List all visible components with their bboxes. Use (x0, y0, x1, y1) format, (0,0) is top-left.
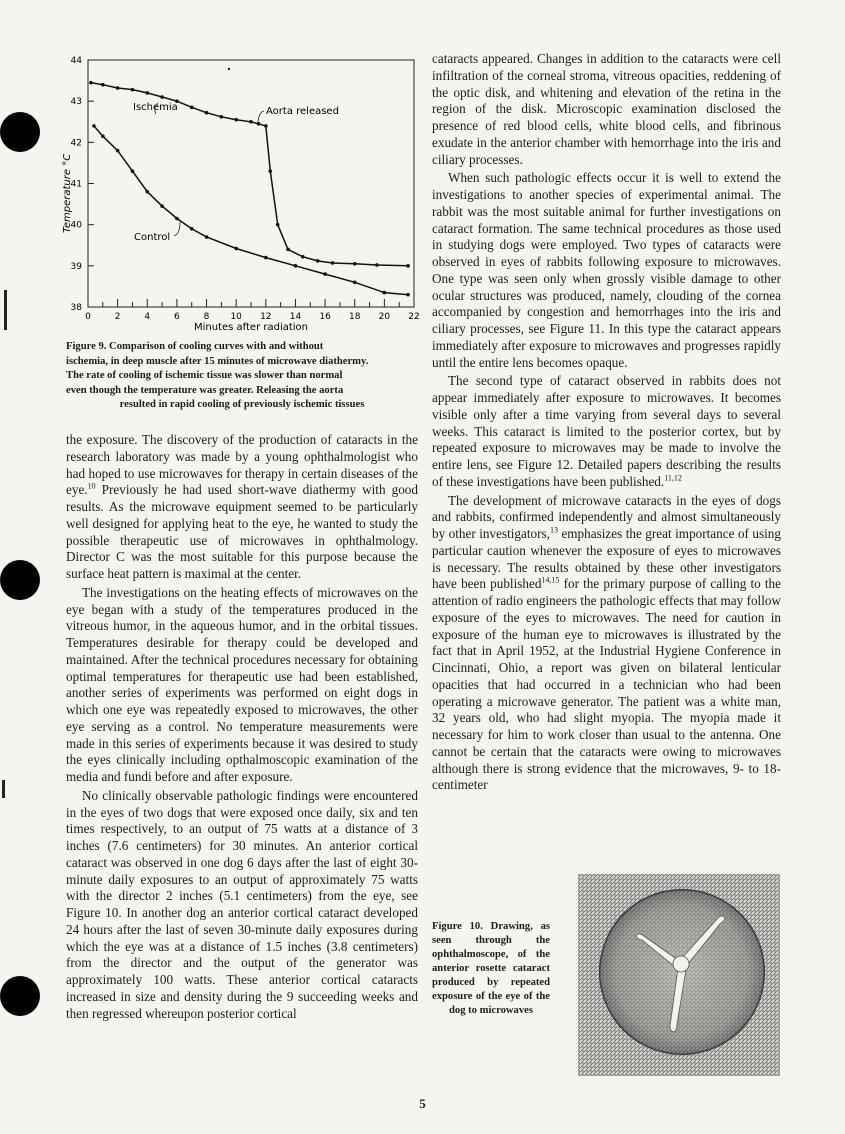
ischemia-point (264, 124, 268, 128)
y-tick-label: 41 (70, 179, 82, 190)
paragraph (432, 493, 781, 795)
x-tick-label: 8 (203, 312, 210, 322)
x-tick-label: 22 (408, 312, 420, 322)
ischemia-point (249, 120, 253, 124)
x-axis-label: Minutes after radiation (193, 322, 309, 333)
scan-speck (228, 68, 230, 70)
paragraph: When such pathologic effects occur it is well to extend the investigations to another species of experimental animal. The rabbit was the most suitable animal for further investigations on cataract formation. The same technical procedures as those used in studying dogs were employed. Two types of cataracts were observed in eyes of rabbits following exposure to microwaves. One type was seen only when grossly visible damage to other ocular structures was produced, namely, clouding of the cornea accompanied by congestion and hemorrhages into the iris and ciliary processes, see Figure 11. In this type the cataract appears immediately after exposure to microwaves and progresses rapidly until the entire lens becomes opaque. (432, 170, 781, 370)
page-number: 5 (419, 1096, 426, 1111)
control-series-line (94, 126, 408, 295)
figure-10-caption: Figure 10. Drawing, as seen through the ophthalmoscope, of the anterior rosette cataract produced by repeated exposure of the eye of the dog to microwaves (432, 921, 550, 1016)
paragraph (66, 432, 418, 583)
paragraph-text: the exposure. The discovery of the production of cataracts in the research laboratory was made by a young ophthalmologist who had hoped to use microwaves for therapy in certain diseases of the eye. (66, 432, 418, 498)
paragraph-text: The second type of cataract observed in rabbits does not appear immediately after exposure to microwaves. It becomes visible only after a time varying from several days to several weeks. This cataract is limited to the posterior cortex, but by repeated exposure to microwaves may be made to involve the entire lens, see Figure 12. Detailed papers describing the results of these investigations have been published. (432, 373, 781, 489)
ischemia-label: Ischemia (133, 102, 178, 113)
reference-mark: 10 (87, 481, 96, 491)
ischemia-point (286, 248, 290, 252)
punch-hole-top (0, 112, 40, 152)
x-tick-label: 16 (319, 312, 331, 322)
punch-hole-middle (0, 560, 40, 600)
aorta-released-label: Aorta released (266, 106, 339, 117)
paragraph-text: emphasizes the great importance of using particular caution whenever the exposure of eyes to microwaves is necessary. The results obtained by these other investigators have been published (432, 526, 781, 592)
control-point (175, 217, 179, 221)
x-tick-label: 4 (144, 312, 151, 322)
control-point (131, 169, 135, 173)
ischemia-point (131, 88, 135, 92)
ischemia-point (234, 118, 238, 122)
paragraph-text: for the primary purpose of calling to the attention of radio engineers the pathologic effects that may follow exposure of the eyes to microwaves. The need for caution in exposure of the human eye to microwaves is illustrated by the fact that in April 1952, at the Industrial Hygiene Conference in Cincinnati, Ohio, a report was given on bilateral lenticular opacities that had occurred in a technician who had been operating a microwave generator. The patient was a white man, 32 years old, who had slight myopia. The myopia made it necessary for him to work closer than usual to the antenna. One cannot be certain that the cataracts were owing to microwaves although there is strong evidence that the microwaves, 9- to 18- centimeter (432, 576, 781, 793)
paragraph (432, 373, 781, 490)
ischemia-point (116, 86, 120, 90)
x-tick-label: 14 (289, 312, 302, 322)
ischemia-point (101, 83, 105, 87)
paragraph: No clinically observable pathologic findings were encountered in the eyes of two dogs that were exposed once daily, six and ten times respectively, to an output of 75 watts at a distance of 3 inches (7.6 centimeters) for 30 minutes. An anterior cortical cataract was observed in one dog 6 days after the last of eight 30-minute daily exposures to an output of approximately 75 watts with the director 2 inches (5.1 centimeters) from the eye, see Figure 10. In another dog an anterior cortical cataract developed 24 hours after the last of seven 30-minute daily exposures during which the eye was at a distance of 1.5 inches (3.8 centimeters) from the director and the output of the generator was approximately 100 watts. These anterior cortical cataracts increased in size and density during the 9 succeeding weeks and then regressed whereupon posterior cortical (66, 787, 418, 1021)
control-point (234, 247, 238, 251)
control-point (264, 256, 268, 260)
control-point (406, 293, 410, 297)
ischemia-point (257, 122, 261, 126)
scan-mark (2, 780, 5, 798)
figure-10-cataract-drawing (578, 874, 780, 1076)
figure-9-caption-line: Figure 9. Comparison of cooling curves with and without (66, 341, 324, 352)
figure-9-chart (38, 48, 428, 338)
reference-mark: 11,12 (664, 473, 682, 483)
x-tick-label: 18 (349, 312, 361, 322)
y-tick-label: 43 (70, 97, 82, 108)
cooling-curves-plot (38, 48, 428, 338)
y-axis-label: Temperature °C (62, 153, 73, 233)
paragraph-text: The development of microwave cataracts in the eyes of dogs and rabbits, confirmed independently and almost simultaneously by other investigators, (432, 492, 781, 541)
control-point (205, 235, 209, 239)
punch-hole-bottom (0, 976, 40, 1016)
ischemia-point (220, 115, 224, 119)
x-tick-label: 6 (174, 312, 180, 322)
paragraph: The investigations on the heating effects of microwaves on the eye began with a study of the temperatures produced in the vitreous humor, in the aqueous humor, and in the orbital tissues. Temperatures desirable for therapy could be developed and maintained. After the technical procedures necessary for obtaining optimal temperatures for therapeutic use had been established, another series of experiments was performed on eight dogs in which one eye was repeatedly exposed to microwaves, the other eye serving as a control. No temperature measurements were made in this series of experiments because it was desired to study the eyes clinically including opthalmoscopic examination of the media and fundi before and after exposure. (66, 584, 418, 784)
control-point (101, 134, 105, 138)
ischemia-point (331, 261, 335, 265)
ischemia-point (276, 223, 280, 227)
ischemia-point (375, 263, 379, 267)
ischemia-point (89, 81, 93, 85)
scan-mark (4, 290, 7, 330)
ischemia-point (316, 259, 320, 263)
control-label: Control (134, 232, 171, 243)
control-point (323, 272, 327, 276)
left-text-column (66, 432, 418, 1022)
y-tick-label: 38 (70, 303, 82, 313)
y-tick-label: 42 (70, 138, 82, 149)
figure-9-caption-line: The rate of cooling of ischemic tissue was slower than normal (66, 370, 343, 381)
control-leader (174, 222, 180, 236)
right-text-column (432, 51, 781, 794)
figure-9-caption-line: resulted in rapid cooling of previously ischemic tissues (119, 399, 365, 410)
control-point (160, 204, 164, 208)
control-point (190, 227, 194, 231)
reference-mark: 13 (549, 525, 558, 535)
figure-9-caption (66, 340, 418, 413)
ischemia-point (353, 262, 357, 266)
x-tick-label: 10 (230, 312, 242, 322)
control-point (294, 264, 298, 268)
reference-mark: 14,15 (541, 575, 560, 585)
plot-frame (88, 60, 414, 307)
ischemia-point (190, 106, 194, 110)
paragraph: cataracts appeared. Changes in addition to the cataracts were cell infiltration of the corneal stroma, vitreous opacities, reddening of the optic disk, and whitening and elevation of the retina in the region of the disk. Microscopic examination disclosed the presence of red blood cells, white blood cells, and fibrinous exudate in the anterior chamber with hemorrhage into the iris and ciliary processes. (432, 51, 781, 167)
control-point (116, 149, 120, 153)
y-tick-label: 39 (70, 261, 82, 272)
x-tick-label: 0 (85, 312, 91, 322)
control-point (92, 124, 96, 128)
aorta-leader (258, 111, 264, 122)
ischemia-point (268, 169, 272, 173)
x-tick-label: 2 (114, 312, 121, 322)
ischemia-point (301, 255, 305, 259)
y-tick-label: 44 (70, 56, 82, 66)
figure-9-caption-line: ischemia, in deep muscle after 15 minutes of microwave diathermy. (66, 355, 369, 367)
x-tick-label: 12 (260, 312, 272, 322)
ischemia-point (145, 91, 149, 95)
ischemia-point (406, 264, 410, 268)
paragraph-text: Previously he had used short-wave diathermy with good results. As the microwave equipment seemed to be particularly well designed for applying heat to the eye, he wanted to study the possible therapeutic use of microwaves in ophthalmology. Director C was the most suitable for this purpose because the surface heat pattern is maximal at the center. (66, 482, 418, 581)
ischemia-point (205, 111, 209, 115)
figure-9-caption-line: even though the temperature was greater. Releasing the aorta (66, 384, 344, 396)
control-point (145, 190, 149, 194)
x-tick-label: 20 (378, 312, 391, 322)
control-point (353, 281, 357, 285)
ischemia-point (160, 95, 164, 99)
y-tick-label: 40 (70, 220, 82, 231)
control-point (383, 291, 387, 295)
